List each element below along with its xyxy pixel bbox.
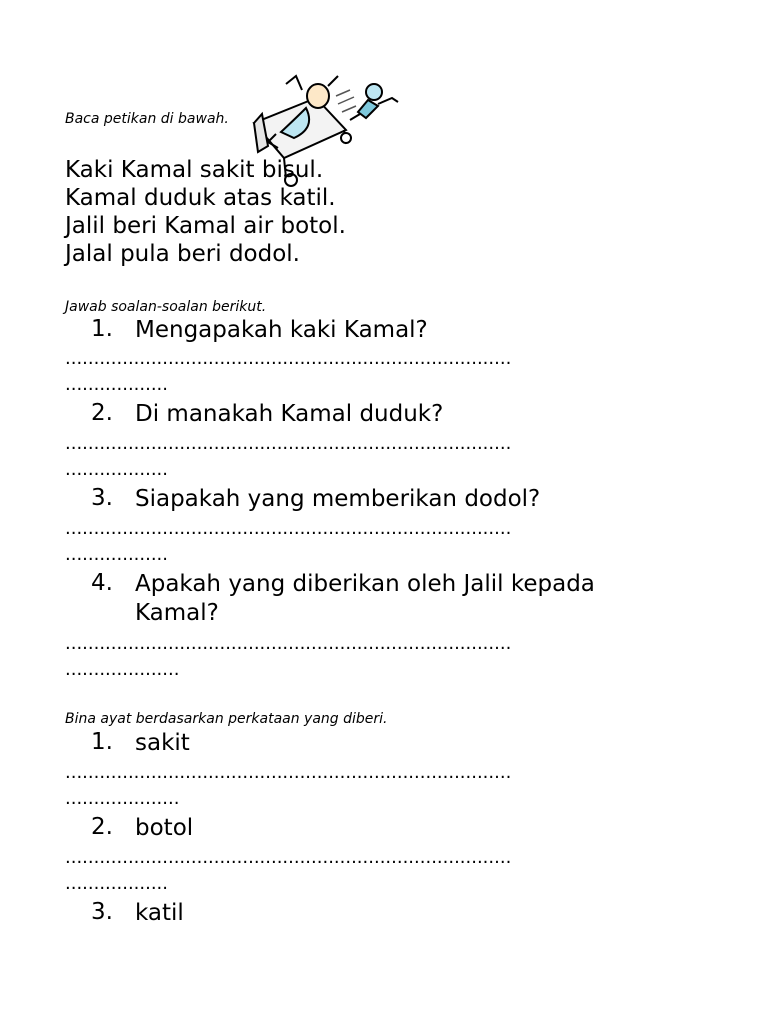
story-line: Kaki Kamal sakit bisul. [65,157,324,183]
question-text: Mengapakah kaki Kamal? [135,317,428,343]
instruction-build: Bina ayat berdasarkan perkataan yang diberi. [65,711,388,727]
question-number: 2. [91,400,113,426]
question-text: Apakah yang diberikan oleh Jalil kepada Kamal? [135,571,595,626]
word-number: 3. [91,899,113,925]
word-number: 2. [91,814,113,840]
motion-lines-icon [336,90,356,112]
answer-line: .............................................................................. [65,518,512,539]
answer-line: .............................................................................. [65,348,512,369]
answer-line: .................. [65,374,168,395]
story-line: Jalal pula beri dodol. [65,241,300,267]
question-text: Siapakah yang memberikan dodol? [135,486,541,512]
story-line: Kamal duduk atas katil. [65,185,336,211]
answer-line: .............................................................................. [65,762,512,783]
question-number: 3. [91,485,113,511]
word-number: 1. [91,729,113,755]
question-number: 1. [91,316,113,342]
question-number: 4. [91,570,113,596]
answer-line: .................. [65,459,168,480]
pusher-body-icon [358,100,378,118]
answer-line: .............................................................................. [65,847,512,868]
wheel-icon [341,133,351,143]
answer-line: .................... [65,788,180,809]
word-text: katil [135,900,184,926]
instruction-read: Baca petikan di bawah. [65,111,229,127]
question-text: Di manakah Kamal duduk? [135,401,444,427]
answer-line: .................... [65,659,180,680]
answer-line: .................. [65,873,168,894]
pusher-head-icon [366,84,382,100]
answer-line: .................. [65,544,168,565]
instruction-answer: Jawab soalan-soalan berikut. [65,299,267,315]
answer-line: .............................................................................. [65,633,512,654]
answer-line: .............................................................................. [65,433,512,454]
word-text: botol [135,815,194,841]
story-line: Jalil beri Kamal air botol. [65,213,346,239]
patient-head-icon [307,84,329,108]
word-text: sakit [135,730,190,756]
